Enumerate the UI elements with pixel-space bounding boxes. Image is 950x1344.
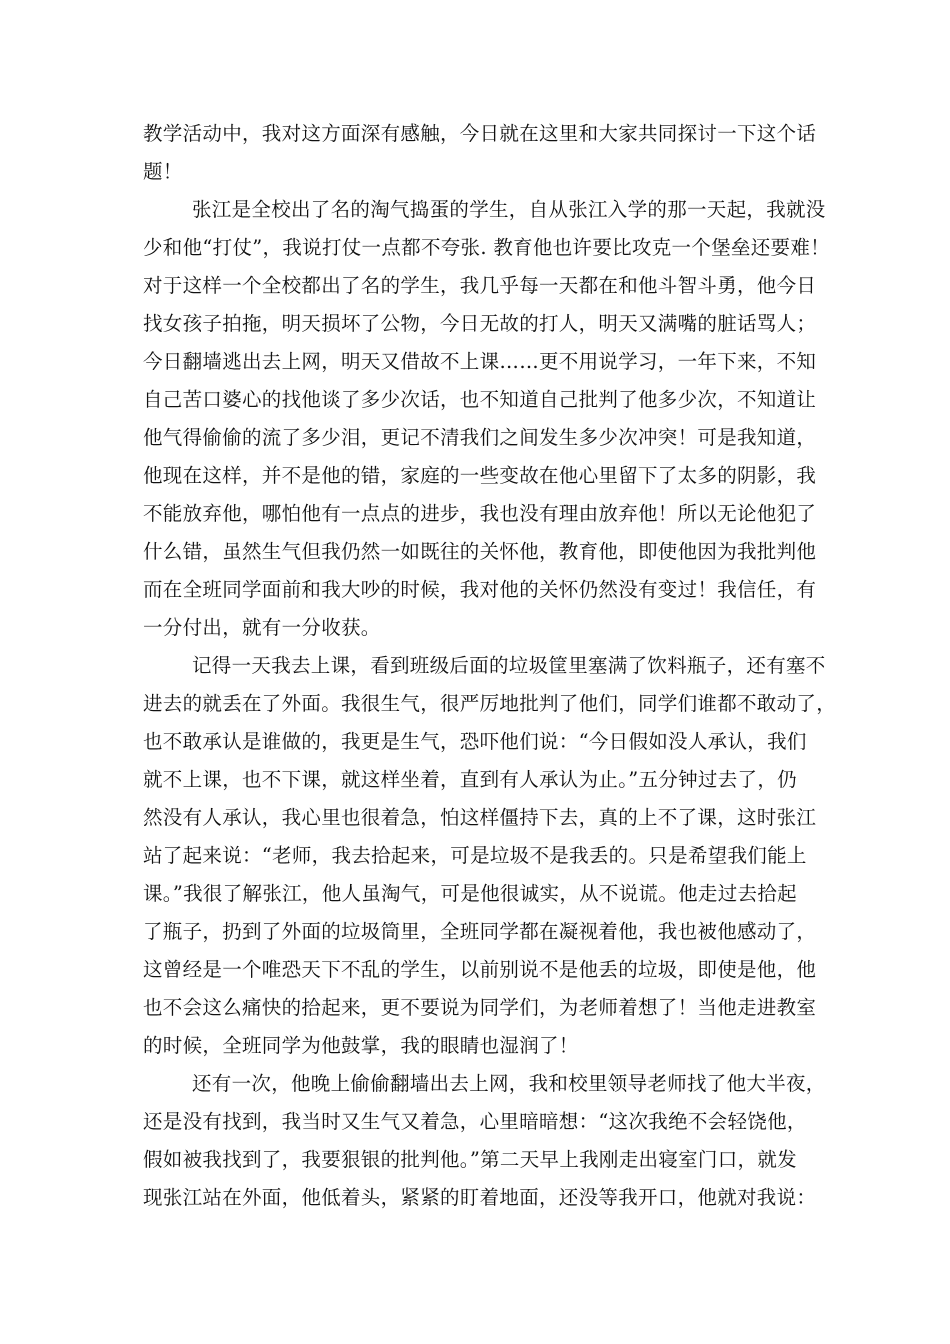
- text-line: 他现在这样，并不是他的错，家庭的一些变故在他心里留下了太多的阴影，我: [143, 464, 817, 487]
- text-line: 自己苦口婆心的找他谈了多少次话，也不知道自己批判了他多少次，不知道让: [143, 388, 817, 411]
- text-line: 也不敢承认是谁做的，我更是生气，恐吓他们说：“今日假如没人承认，我们: [143, 730, 807, 753]
- text-line: 还有一次，他晚上偷偷翻墙出去上网，我和校里领导老师找了他大半夜，: [192, 1072, 826, 1095]
- text-line: 也不会这么痛快的拾起来，更不要说为同学们，为老师着想了！当他走进教室: [143, 996, 817, 1019]
- text-line: 站了起来说：“老师，我去拾起来，可是垃圾不是我丢的。只是希望我们能上: [143, 844, 807, 867]
- text-line: 现张江站在外面，他低着头，紧紧的盯着地面，还没等我开口，他就对我说：: [143, 1186, 817, 1209]
- text-line: 找女孩子拍拖，明天损坏了公物，今日无故的打人，明天又满嘴的脏话骂人；: [143, 312, 817, 335]
- text-line: 一分付出，就有一分收获。: [143, 616, 381, 639]
- text-line: 还是没有找到，我当时又生气又着急，心里暗暗想：“这次我绝不会轻饶他，: [143, 1110, 807, 1133]
- text-line: 假如被我找到了，我要狠银的批判他。”第二天早上我刚走出寝室门口，就发: [143, 1148, 797, 1171]
- text-line: 他气得偷偷的流了多少泪，更记不清我们之间发生多少次冲突！可是我知道，: [143, 426, 817, 449]
- text-line: 的时候，全班同学为他鼓掌，我的眼睛也湿润了！: [143, 1034, 579, 1057]
- text-line: 这曾经是一个唯恐天下不乱的学生，以前别说不是他丢的垃圾，即使是他，他: [143, 958, 817, 981]
- text-line: 题！: [143, 160, 183, 183]
- text-line: 什么错，虽然生气但我仍然一如既往的关怀他，教育他，即使他因为我批判他: [143, 540, 817, 563]
- text-line: 了瓶子，扔到了外面的垃圾筒里，全班同学都在凝视着他，我也被他感动了，: [143, 920, 817, 943]
- text-line: 少和他“打仗”，我说打仗一点都不夸张. 教育他也许要比攻克一个堡垒还要难！: [143, 236, 830, 259]
- text-line: 课。”我很了解张江，他人虽淘气，可是他很诚实，从不说谎。他走过去拾起: [143, 882, 797, 905]
- text-line: 教学活动中，我对这方面深有感触，今日就在这里和大家共同探讨一下这个话: [143, 122, 817, 145]
- text-line: 不能放弃他，哪怕他有一点点的进步，我也没有理由放弃他！所以无论他犯了: [143, 502, 817, 525]
- text-line: 对于这样一个全校都出了名的学生，我几乎每一天都在和他斗智斗勇，他今日: [143, 274, 817, 297]
- text-line: 记得一天我去上课，看到班级后面的垃圾筐里塞满了饮料瓶子，还有塞不: [192, 654, 826, 677]
- text-line: 就不上课，也不下课，就这样坐着，直到有人承认为止。”五分钟过去了，仍: [143, 768, 797, 791]
- text-line: 张江是全校出了名的淘气捣蛋的学生，自从张江入学的那一天起，我就没: [192, 198, 826, 221]
- text-line: 今日翻墙逃出去上网，明天又借故不上课……更不用说学习，一年下来，不知: [143, 350, 817, 373]
- text-line: 进去的就丢在了外面。我很生气，很严厉地批判了他们，同学们谁都不敢动了，: [143, 692, 837, 715]
- text-line: 然没有人承认，我心里也很着急，怕这样僵持下去，真的上不了课，这时张江: [143, 806, 817, 829]
- text-line: 而在全班同学面前和我大吵的时候，我对他的关怀仍然没有变过！我信任，有: [143, 578, 817, 601]
